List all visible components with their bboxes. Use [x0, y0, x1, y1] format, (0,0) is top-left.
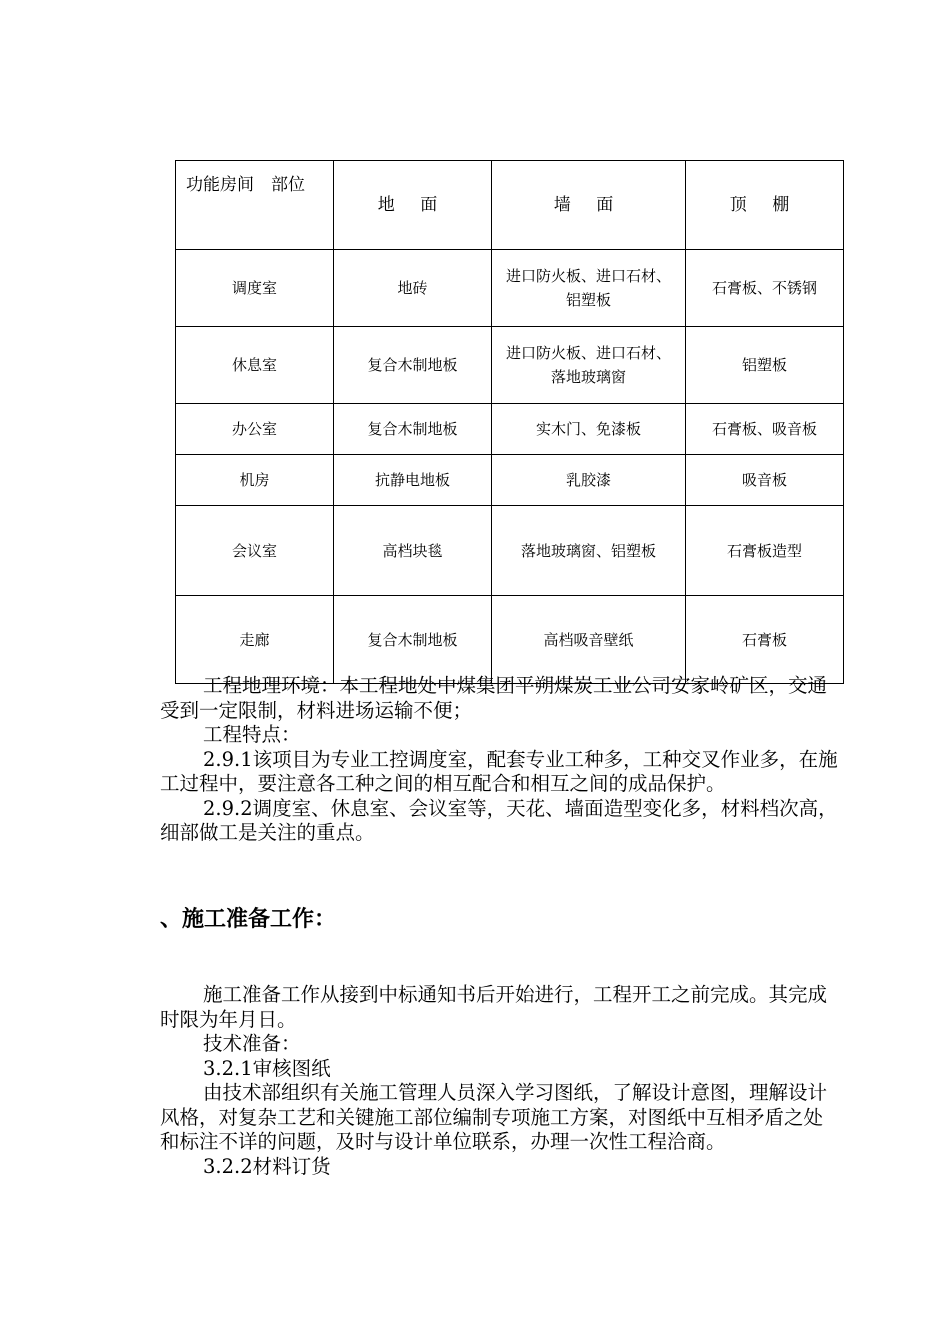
- paragraph-features-title: 工程特点：: [203, 723, 301, 746]
- paragraph-feature-2: 2.9.2调度室、休息室、会议室等，天花、墙面造型变化多，材料档次高，细部做工是关注的重点。: [160, 796, 838, 844]
- cell-wall: 落地玻璃窗、铝塑板: [492, 506, 686, 596]
- header-wall: 墙 面: [492, 161, 686, 250]
- paragraph-feature-1: 2.9.1该项目为专业工控调度室，配套专业工种多，工种交叉作业多，在施工过程中，要注意各工种之间的相互配合和相互之间的成品保护。: [160, 747, 838, 795]
- table-row: [176, 455, 844, 506]
- paragraph-tech-prep: 技术准备：: [203, 1032, 301, 1055]
- cell-floor: 高档块毯: [334, 506, 492, 596]
- table-header-row: [176, 161, 844, 250]
- cell-ceiling: 石膏板: [686, 596, 844, 684]
- cell-wall: 乳胶漆: [492, 455, 686, 506]
- header-floor: 地 面: [334, 161, 492, 250]
- header-corner: 功能房间 部位: [176, 161, 334, 250]
- cell-room: 休息室: [176, 327, 334, 404]
- table-row: [176, 404, 844, 455]
- cell-room: 办公室: [176, 404, 334, 455]
- table-row: [176, 506, 844, 596]
- cell-ceiling: 石膏板造型: [686, 506, 844, 596]
- cell-room: 走廊: [176, 596, 334, 684]
- cell-floor: 复合木制地板: [334, 404, 492, 455]
- cell-wall: 实木门、免漆板: [492, 404, 686, 455]
- table-row: [176, 327, 844, 404]
- section-heading: 、施工准备工作：: [160, 907, 337, 932]
- section-project-info: [160, 674, 840, 846]
- cell-ceiling: 石膏板、不锈钢: [686, 250, 844, 327]
- header-ceiling: 顶 棚: [686, 161, 844, 250]
- cell-floor: 抗静电地板: [334, 455, 492, 506]
- cell-floor: 地砖: [334, 250, 492, 327]
- cell-floor: 复合木制地板: [334, 596, 492, 684]
- cell-wall: 进口防火板、进口石材、落地玻璃窗: [492, 327, 686, 404]
- cell-room: 会议室: [176, 506, 334, 596]
- cell-wall: 进口防火板、进口石材、铝塑板: [492, 250, 686, 327]
- paragraph-geography: 工程地理环境：本工程地处中煤集团平朔煤炭工业公司安家岭矿区，交通受到一定限制，材料进场运输不便；: [160, 674, 828, 722]
- cell-room: 调度室: [176, 250, 334, 327]
- paragraph-drawing-review-title: 3.2.1审核图纸: [203, 1056, 331, 1080]
- room-finish-table: [175, 160, 844, 684]
- paragraph-prep-intro: 施工准备工作从接到中标通知书后开始进行，工程开工之前完成。其完成时限为年月日。: [160, 983, 828, 1031]
- cell-ceiling: 铝塑板: [686, 327, 844, 404]
- table-row: [176, 596, 844, 684]
- paragraph-drawing-review: 由技术部组织有关施工管理人员深入学习图纸，了解设计意图，理解设计风格，对复杂工艺和关键施工部位编制专项施工方案，对图纸中互相矛盾之处和标注不详的问题，及时与设计单位联系，办理一次性工程洽商。: [160, 1081, 828, 1153]
- cell-floor: 复合木制地板: [334, 327, 492, 404]
- paragraph-material-order-title: 3.2.2材料订货: [203, 1154, 331, 1178]
- cell-ceiling: 石膏板、吸音板: [686, 404, 844, 455]
- cell-wall: 高档吸音壁纸: [492, 596, 686, 684]
- cell-ceiling: 吸音板: [686, 455, 844, 506]
- section-preparation: [160, 983, 840, 1179]
- table-row: [176, 250, 844, 327]
- cell-room: 机房: [176, 455, 334, 506]
